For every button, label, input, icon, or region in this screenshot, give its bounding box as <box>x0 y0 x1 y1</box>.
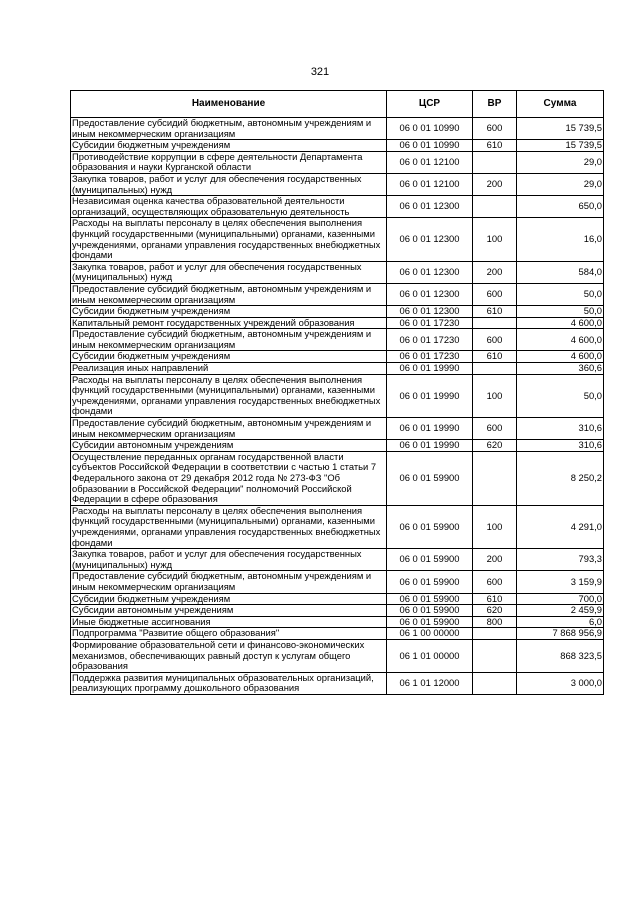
header-vr: ВР <box>473 91 517 118</box>
table-body <box>71 118 604 695</box>
row-vr-cell: 800 <box>473 616 517 628</box>
table-row <box>71 418 604 440</box>
table-row <box>71 374 604 417</box>
row-csr-cell: 06 0 01 12300 <box>387 283 473 305</box>
table-row <box>71 549 604 571</box>
row-csr-cell: 06 0 01 59900 <box>387 571 473 593</box>
row-vr-cell: 100 <box>473 374 517 417</box>
table-row <box>71 628 604 640</box>
row-name-cell: Поддержка развития муниципальных образовательных организаций, реализующих программу дошкольного образования <box>71 672 387 694</box>
table-row <box>71 363 604 375</box>
table-row <box>71 571 604 593</box>
table-row <box>71 593 604 605</box>
row-vr-cell: 200 <box>473 173 517 195</box>
table-row <box>71 351 604 363</box>
row-name-cell: Предоставление субсидий бюджетным, автономным учреждениям и иным некоммерческим организациям <box>71 329 387 351</box>
row-name-cell: Предоставление субсидий бюджетным, автономным учреждениям и иным некоммерческим организациям <box>71 571 387 593</box>
row-vr-cell: 610 <box>473 306 517 318</box>
table-row <box>71 283 604 305</box>
row-sum-cell: 793,3 <box>517 549 604 571</box>
row-name-cell: Предоставление субсидий бюджетным, автономным учреждениям и иным некоммерческим организациям <box>71 118 387 140</box>
row-vr-cell <box>473 363 517 375</box>
row-sum-cell: 650,0 <box>517 196 604 218</box>
row-csr-cell: 06 0 01 59900 <box>387 605 473 617</box>
row-sum-cell: 29,0 <box>517 173 604 195</box>
row-vr-cell: 600 <box>473 118 517 140</box>
row-csr-cell: 06 0 01 12300 <box>387 306 473 318</box>
row-vr-cell: 620 <box>473 605 517 617</box>
table-row <box>71 173 604 195</box>
row-sum-cell: 4 600,0 <box>517 351 604 363</box>
row-vr-cell: 610 <box>473 593 517 605</box>
row-name-cell: Капитальный ремонт государственных учреждений образования <box>71 317 387 329</box>
row-name-cell: Расходы на выплаты персоналу в целях обеспечения выполнения функций государственными (муниципальными) органами, казенными учреждениями, органами управления государственных внебюджетных фондами <box>71 218 387 261</box>
table-row <box>71 261 604 283</box>
row-name-cell: Предоставление субсидий бюджетным, автономным учреждениям и иным некоммерческим организациям <box>71 418 387 440</box>
row-sum-cell: 16,0 <box>517 218 604 261</box>
row-vr-cell: 610 <box>473 140 517 152</box>
row-vr-cell <box>473 628 517 640</box>
row-name-cell: Субсидии бюджетным учреждениям <box>71 306 387 318</box>
row-vr-cell: 600 <box>473 283 517 305</box>
row-name-cell: Закупка товаров, работ и услуг для обеспечения государственных (муниципальных) нужд <box>71 549 387 571</box>
row-name-cell: Формирование образовательной сети и финансово-экономических механизмов, обеспечивающих равный доступ к услугам общего образования <box>71 639 387 672</box>
row-csr-cell: 06 0 01 12300 <box>387 196 473 218</box>
table-row <box>71 317 604 329</box>
row-csr-cell: 06 0 01 17230 <box>387 351 473 363</box>
row-sum-cell: 50,0 <box>517 306 604 318</box>
page-number: 321 <box>310 66 330 78</box>
row-csr-cell: 06 0 01 10990 <box>387 140 473 152</box>
row-name-cell: Иные бюджетные ассигнования <box>71 616 387 628</box>
row-sum-cell: 868 323,5 <box>517 639 604 672</box>
row-vr-cell: 600 <box>473 571 517 593</box>
row-name-cell: Предоставление субсидий бюджетным, автономным учреждениям и иным некоммерческим организациям <box>71 283 387 305</box>
row-vr-cell <box>473 317 517 329</box>
row-csr-cell: 06 0 01 12300 <box>387 261 473 283</box>
row-name-cell: Противодействие коррупции в сфере деятельности Департамента образования и науки Курганской области <box>71 151 387 173</box>
row-vr-cell: 100 <box>473 218 517 261</box>
row-vr-cell <box>473 151 517 173</box>
row-csr-cell: 06 0 01 59900 <box>387 616 473 628</box>
row-sum-cell: 4 291,0 <box>517 505 604 548</box>
row-sum-cell: 6,0 <box>517 616 604 628</box>
row-sum-cell: 3 000,0 <box>517 672 604 694</box>
row-name-cell: Субсидии бюджетным учреждениям <box>71 140 387 152</box>
table-row <box>71 196 604 218</box>
table-row <box>71 616 604 628</box>
row-csr-cell: 06 0 01 59900 <box>387 451 473 505</box>
row-csr-cell: 06 0 01 10990 <box>387 118 473 140</box>
table-row <box>71 151 604 173</box>
row-sum-cell: 15 739,5 <box>517 118 604 140</box>
row-vr-cell: 200 <box>473 261 517 283</box>
row-csr-cell: 06 1 01 12000 <box>387 672 473 694</box>
table-row <box>71 672 604 694</box>
row-sum-cell: 360,6 <box>517 363 604 375</box>
row-csr-cell: 06 0 01 59900 <box>387 549 473 571</box>
row-sum-cell: 3 159,9 <box>517 571 604 593</box>
row-sum-cell: 15 739,5 <box>517 140 604 152</box>
row-vr-cell: 610 <box>473 351 517 363</box>
table-row <box>71 605 604 617</box>
header-sum: Сумма <box>517 91 604 118</box>
row-name-cell: Закупка товаров, работ и услуг для обеспечения государственных (муниципальных) нужд <box>71 173 387 195</box>
row-csr-cell: 06 1 01 00000 <box>387 639 473 672</box>
row-csr-cell: 06 0 01 19990 <box>387 418 473 440</box>
row-sum-cell: 310,6 <box>517 440 604 452</box>
row-sum-cell: 50,0 <box>517 374 604 417</box>
row-vr-cell: 200 <box>473 549 517 571</box>
table-row <box>71 118 604 140</box>
table-row <box>71 329 604 351</box>
row-name-cell: Субсидии автономным учреждениям <box>71 440 387 452</box>
row-vr-cell: 600 <box>473 329 517 351</box>
row-vr-cell <box>473 639 517 672</box>
row-csr-cell: 06 0 01 59900 <box>387 593 473 605</box>
table-row <box>71 440 604 452</box>
row-name-cell: Субсидии бюджетным учреждениям <box>71 351 387 363</box>
row-name-cell: Реализация иных направлений <box>71 363 387 375</box>
row-csr-cell: 06 0 01 12100 <box>387 151 473 173</box>
row-sum-cell: 29,0 <box>517 151 604 173</box>
row-name-cell: Субсидии автономным учреждениям <box>71 605 387 617</box>
row-sum-cell: 4 600,0 <box>517 317 604 329</box>
row-csr-cell: 06 0 01 17230 <box>387 329 473 351</box>
row-sum-cell: 4 600,0 <box>517 329 604 351</box>
table-row <box>71 140 604 152</box>
row-name-cell: Закупка товаров, работ и услуг для обеспечения государственных (муниципальных) нужд <box>71 261 387 283</box>
row-vr-cell <box>473 451 517 505</box>
row-csr-cell: 06 1 00 00000 <box>387 628 473 640</box>
row-csr-cell: 06 0 01 12100 <box>387 173 473 195</box>
row-sum-cell: 700,0 <box>517 593 604 605</box>
row-sum-cell: 310,6 <box>517 418 604 440</box>
row-csr-cell: 06 0 01 19990 <box>387 363 473 375</box>
table-row <box>71 451 604 505</box>
row-name-cell: Субсидии бюджетным учреждениям <box>71 593 387 605</box>
row-name-cell: Осуществление переданных органам государственной власти субъектов Российской Федерации в соответствии с частью 1 статьи 7 Федерального закона от 29 декабря 2012 года № 273-ФЗ "Об образовании в Российской Федерации" полномочий Российской Федерации в сфере образования <box>71 451 387 505</box>
row-sum-cell: 8 250,2 <box>517 451 604 505</box>
row-vr-cell <box>473 672 517 694</box>
table-row <box>71 306 604 318</box>
row-name-cell: Подпрограмма "Развитие общего образования" <box>71 628 387 640</box>
row-csr-cell: 06 0 01 17230 <box>387 317 473 329</box>
table-header-row <box>71 91 604 118</box>
row-vr-cell: 100 <box>473 505 517 548</box>
budget-table <box>70 90 604 695</box>
row-sum-cell: 50,0 <box>517 283 604 305</box>
row-csr-cell: 06 0 01 19990 <box>387 440 473 452</box>
header-name: Наименование <box>71 91 387 118</box>
table-row <box>71 218 604 261</box>
table-row <box>71 505 604 548</box>
row-sum-cell: 7 868 956,9 <box>517 628 604 640</box>
row-sum-cell: 2 459,9 <box>517 605 604 617</box>
row-name-cell: Расходы на выплаты персоналу в целях обеспечения выполнения функций государственными (муниципальными) органами, казенными учреждениями, органами управления государственных внебюджетных фондами <box>71 374 387 417</box>
row-sum-cell: 584,0 <box>517 261 604 283</box>
row-name-cell: Независимая оценка качества образовательной деятельности организаций, осуществляющих образовательную деятельность <box>71 196 387 218</box>
row-csr-cell: 06 0 01 19990 <box>387 374 473 417</box>
row-vr-cell <box>473 196 517 218</box>
row-vr-cell: 620 <box>473 440 517 452</box>
row-csr-cell: 06 0 01 59900 <box>387 505 473 548</box>
header-csr: ЦСР <box>387 91 473 118</box>
row-name-cell: Расходы на выплаты персоналу в целях обеспечения выполнения функций государственными (муниципальными) органами, казенными учреждениями, органами управления государственных внебюджетных фондами <box>71 505 387 548</box>
table-row <box>71 639 604 672</box>
row-csr-cell: 06 0 01 12300 <box>387 218 473 261</box>
row-vr-cell: 600 <box>473 418 517 440</box>
